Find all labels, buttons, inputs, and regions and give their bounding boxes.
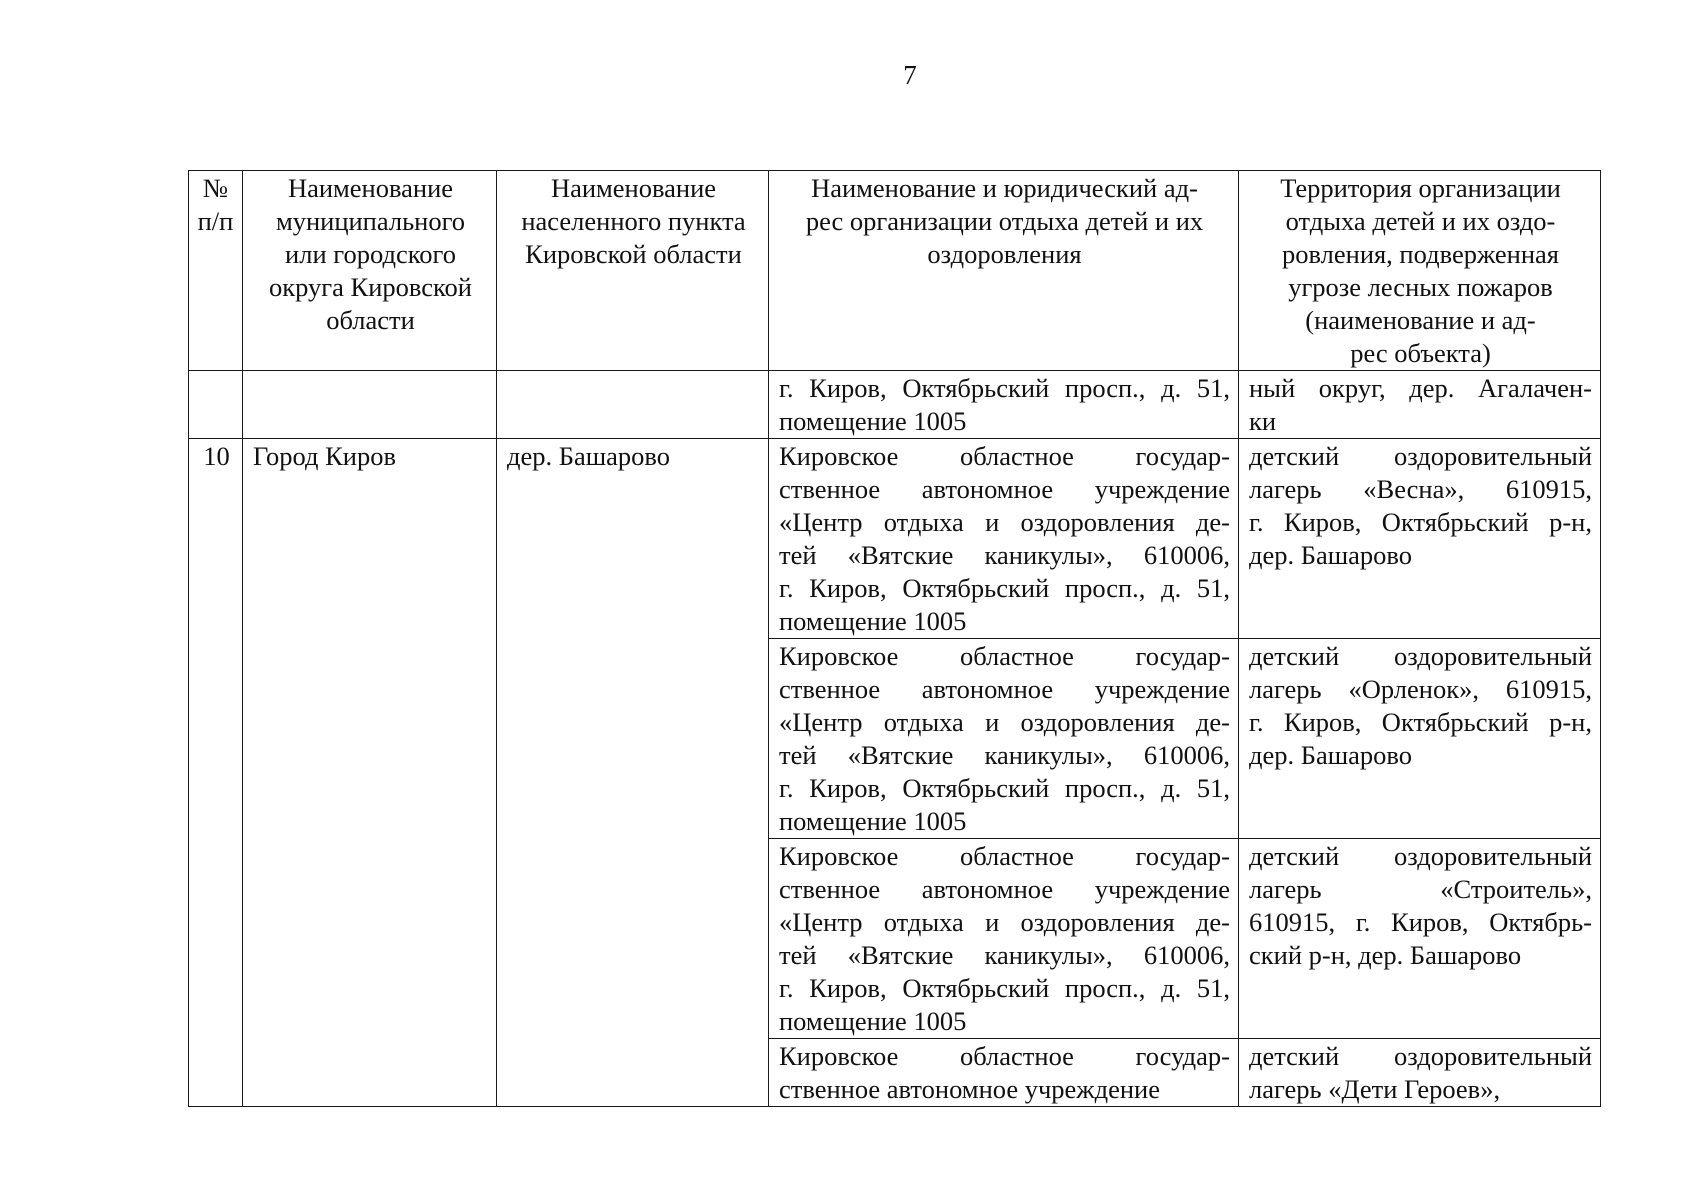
text-line: рес организации отдыха детей и их (805, 206, 1204, 236)
text-line: оздоровления (927, 239, 1082, 269)
table-header-row (189, 171, 1601, 371)
text-line: дер. Башарово (1249, 740, 1412, 770)
cell-territory (1239, 371, 1601, 439)
text-line: области (326, 305, 415, 335)
text-line: лагерь «Весна», 610915, (1249, 474, 1592, 504)
text-line: дер. Башарово (1249, 540, 1412, 570)
text-line: Территория организации (1280, 173, 1561, 203)
text-line: Наименование (550, 173, 717, 203)
text-line: или городского (285, 239, 456, 269)
text-line: помещение 1005 (779, 406, 967, 436)
text-line: г. Киров, Октябрьский р-н, (1249, 707, 1592, 737)
header-number (189, 171, 243, 371)
cell-municipality: Город Киров (243, 439, 497, 1107)
text-line: отдыха детей и их оздо- (1285, 206, 1556, 236)
page-number: 7 (903, 60, 917, 90)
text-line: г. Киров, Октябрьский просп., д. 51, (779, 973, 1230, 1003)
cell-organization (769, 639, 1239, 839)
text-line: (наименование и ад- (1305, 305, 1536, 335)
text-line: ственное автономное учреждение (779, 674, 1230, 704)
text-line: ровления, подверженная (1281, 239, 1559, 269)
text-line: лагерь «Дети Героев», (1249, 1074, 1501, 1104)
text-line: Наименование и юридический ад- (811, 173, 1198, 203)
text-line: ственное автономное учреждение (779, 1074, 1160, 1104)
text-line: тей «Вятские каникулы», 610006, (779, 740, 1230, 770)
cell-organization (769, 439, 1239, 639)
text-line: г. Киров, Октябрьский просп., д. 51, (779, 573, 1230, 603)
text-line: муниципального (275, 206, 466, 236)
text-line: Кировское областное государ- (779, 441, 1230, 471)
table-row-continuation (189, 371, 1601, 439)
table-row (189, 439, 1601, 639)
text-line: ский р-н, дер. Башарово (1249, 940, 1522, 970)
text-line: населенного пункта (521, 206, 746, 236)
camps-table (188, 170, 1601, 1107)
text-line: Кировское областное государ- (779, 841, 1230, 871)
cell-organization (769, 839, 1239, 1039)
text-line: тей «Вятские каникулы», 610006, (779, 940, 1230, 970)
text-line: «Центр отдыха и оздоровления де- (779, 707, 1230, 737)
text-line: угрозе лесных пожаров (1288, 272, 1553, 302)
text-line: «Центр отдыха и оздоровления де- (779, 507, 1230, 537)
cell-territory (1239, 639, 1601, 839)
text-line: № (202, 173, 229, 203)
text-line: г. Киров, Октябрьский р-н, (1249, 507, 1592, 537)
text-line: детский оздоровительный (1249, 441, 1592, 471)
cell-organization (769, 371, 1239, 439)
text-line: помещение 1005 (779, 806, 967, 836)
text-line: г. Киров, Октябрьский просп., д. 51, (779, 373, 1230, 403)
text-line: ки (1249, 406, 1277, 436)
header-territory (1239, 171, 1601, 371)
cell-territory (1239, 439, 1601, 639)
cell-territory (1239, 1039, 1601, 1107)
text-line: лагерь «Строитель», (1249, 874, 1592, 904)
text-line: «Центр отдыха и оздоровления де- (779, 907, 1230, 937)
cell-number: 10 (189, 439, 243, 1107)
text-line: 610915, г. Киров, Октябрь- (1249, 907, 1592, 937)
text-line: детский оздоровительный (1249, 1041, 1592, 1071)
cell-settlement: дер. Башарово (497, 439, 769, 1107)
text-line: тей «Вятские каникулы», 610006, (779, 540, 1230, 570)
cell-municipality (243, 371, 497, 439)
header-settlement (497, 171, 769, 371)
text-line: ственное автономное учреждение (779, 474, 1230, 504)
cell-settlement (497, 371, 769, 439)
header-organization (769, 171, 1239, 371)
text-line: Кировской области (525, 239, 742, 269)
cell-organization (769, 1039, 1239, 1107)
text-line: детский оздоровительный (1249, 641, 1592, 671)
cell-territory (1239, 839, 1601, 1039)
text-line: п/п (197, 206, 234, 236)
header-municipality (243, 171, 497, 371)
text-line: лагерь «Орленок», 610915, (1249, 674, 1592, 704)
text-line: ный округ, дер. Агалачен- (1249, 373, 1592, 403)
text-line: рес объекта) (1350, 338, 1491, 368)
text-line: помещение 1005 (779, 1006, 967, 1036)
text-line: г. Киров, Октябрьский просп., д. 51, (779, 773, 1230, 803)
text-line: помещение 1005 (779, 606, 967, 636)
text-line: ственное автономное учреждение (779, 874, 1230, 904)
cell-number (189, 371, 243, 439)
text-line: Наименование (287, 173, 454, 203)
text-line: округа Кировской (269, 272, 472, 302)
text-line: детский оздоровительный (1249, 841, 1592, 871)
text-line: Кировское областное государ- (779, 641, 1230, 671)
text-line: Кировское областное государ- (779, 1041, 1230, 1071)
